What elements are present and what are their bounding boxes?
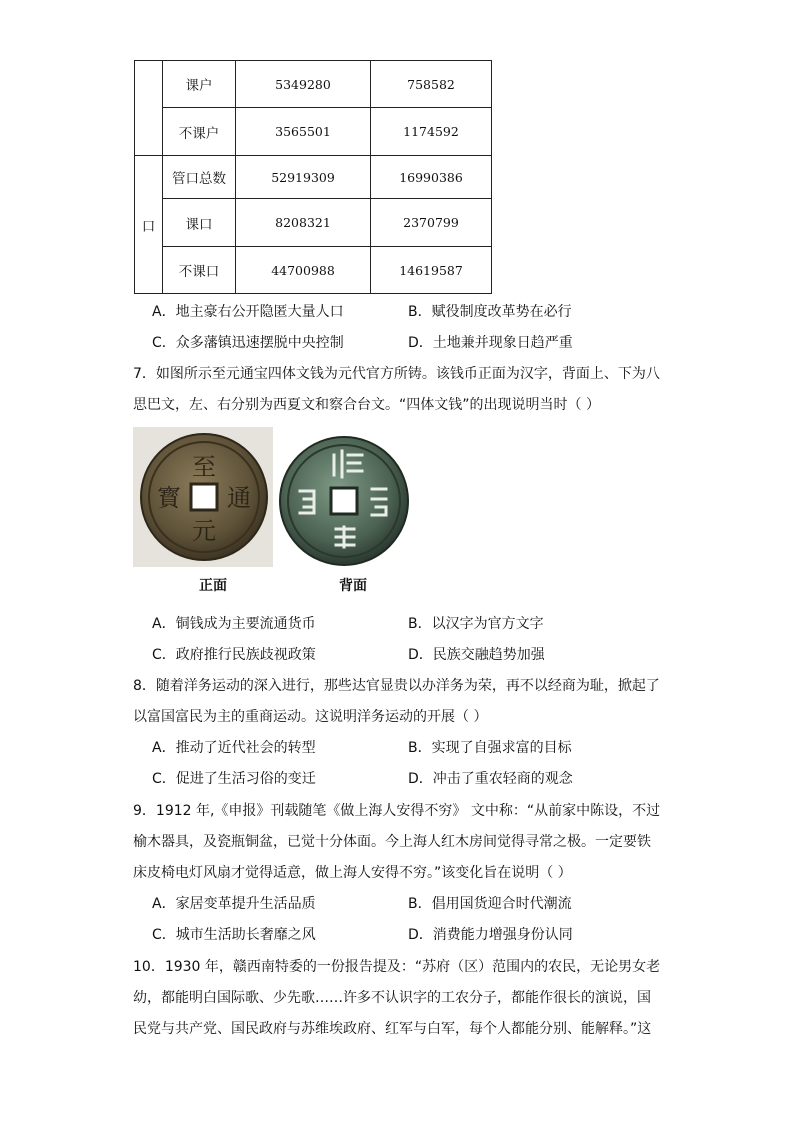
q9-option-a: A．家居变革提升生活品质 <box>152 896 316 912</box>
table-row <box>135 156 492 199</box>
q7-option-c: C．政府推行民族歧视政策 <box>152 647 316 663</box>
q9-option-d: D．消费能力增强身份认同 <box>408 927 573 943</box>
group-cell: 口 <box>135 156 163 294</box>
value-cell: 16990386 <box>371 156 492 199</box>
value-cell: 3565501 <box>236 108 371 156</box>
q6-option-a: A．地主豪右公开隐匿大量人口 <box>152 304 344 320</box>
q7-option-a: A．铜钱成为主要流通货币 <box>152 616 316 632</box>
q7-text-line: 7．如图所示至元通宝四体文钱为元代官方所铸。该钱币正面为汉字，背面上、下为八 <box>133 366 660 382</box>
coin-char-bottom: 元 <box>192 517 216 545</box>
table-row <box>135 247 492 294</box>
q8-option-a: A．推动了近代社会的转型 <box>152 740 316 756</box>
row-label: 不课户 <box>163 108 236 156</box>
group-cell <box>135 61 163 156</box>
row-label: 课户 <box>163 61 236 108</box>
coin-front-image <box>133 427 273 567</box>
table-row <box>135 108 492 156</box>
q6-option-d: D．土地兼并现象日趋严重 <box>408 335 573 351</box>
value-cell: 8208321 <box>236 199 371 247</box>
coin-back-icon <box>276 433 412 569</box>
coin-front-caption: 正面 <box>199 578 227 594</box>
table-row <box>135 199 492 247</box>
q8-text-line: 以富国富民为主的重商运动。这说明洋务运动的开展（ ） <box>133 709 488 725</box>
q10-text-line: 幼，都能明白国际歌、少先歌……许多不认识字的工农分子，都能作很长的演说，国 <box>133 990 651 1006</box>
coin-char-right: 通 <box>227 484 251 512</box>
q10-text-line: 民党与共产党、国民政府与苏维埃政府、红军与白军，每个人都能分别、能解释。”这 <box>133 1021 652 1037</box>
coin-front-icon <box>133 427 273 567</box>
coin-char-left: 寳 <box>157 484 181 512</box>
coin-back-caption: 背面 <box>339 578 367 594</box>
row-label: 课口 <box>163 199 236 247</box>
value-cell: 1174592 <box>371 108 492 156</box>
table-row <box>135 61 492 108</box>
q7-text-line: 思巴文，左、右分别为西夏文和察合台文。“四体文钱”的出现说明当时（ ） <box>133 397 600 413</box>
coin-back-image <box>276 433 412 569</box>
value-cell: 5349280 <box>236 61 371 108</box>
q8-option-c: C．促进了生活习俗的变迁 <box>152 771 316 787</box>
value-cell: 2370799 <box>371 199 492 247</box>
q6-option-c: C．众多藩镇迅速摆脱中央控制 <box>152 335 344 351</box>
row-label: 管口总数 <box>163 156 236 199</box>
value-cell: 758582 <box>371 61 492 108</box>
q9-option-b: B．倡用国货迎合时代潮流 <box>408 896 572 912</box>
q6-option-b: B．赋役制度改革势在必行 <box>408 304 572 320</box>
value-cell: 14619587 <box>371 247 492 294</box>
q9-text-line: 9．1912 年,《申报》刊载随笔《做上海人安得不穷》 文中称：“从前家中陈设，不过 <box>133 803 661 819</box>
q8-option-b: B．实现了自强求富的目标 <box>408 740 572 756</box>
value-cell: 52919309 <box>236 156 371 199</box>
q9-text-line: 床皮椅电灯风扇才觉得适意，做上海人安得不穷。”该变化旨在说明（ ） <box>133 865 572 881</box>
population-table <box>134 60 492 294</box>
q7-option-b: B．以汉字为官方文字 <box>408 616 544 632</box>
q10-text-line: 10．1930 年，赣西南特委的一份报告提及：“苏府（区）范围内的农民，无论男女老 <box>133 959 661 975</box>
q7-option-d: D．民族交融趋势加强 <box>408 647 545 663</box>
q9-text-line: 榆木器具，及瓷瓶铜盆，已觉十分体面。今上海人红木房间觉得寻常之极。一定要铁 <box>133 834 651 850</box>
row-label: 不课口 <box>163 247 236 294</box>
q9-option-c: C．城市生活助长奢靡之风 <box>152 927 316 943</box>
coin-char-top: 至 <box>192 453 216 481</box>
value-cell: 44700988 <box>236 247 371 294</box>
q8-option-d: D．冲击了重农轻商的观念 <box>408 771 573 787</box>
q8-text-line: 8．随着洋务运动的深入进行，那些达官显贵以办洋务为荣，再不以经商为耻，掀起了 <box>133 678 660 694</box>
